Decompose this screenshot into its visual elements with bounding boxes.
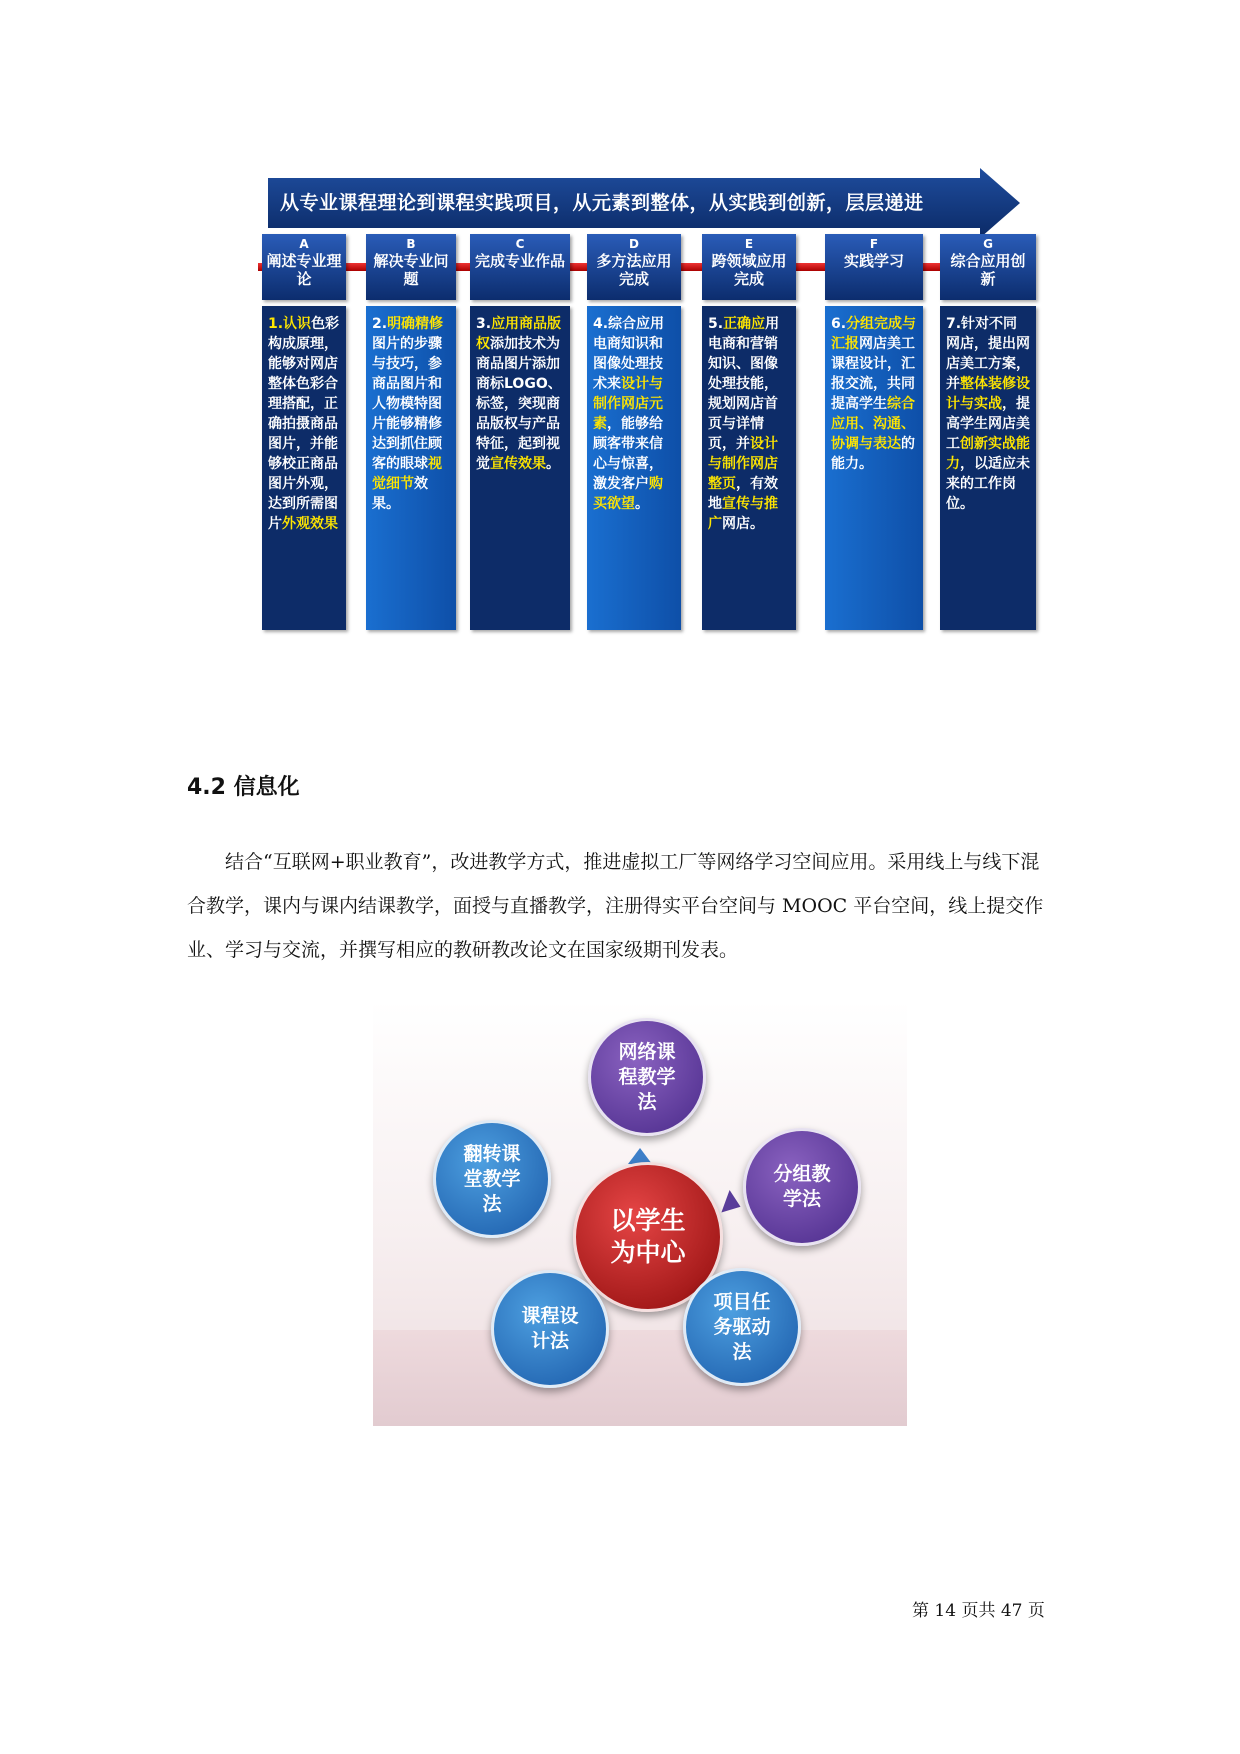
stage-floor — [373, 1330, 907, 1426]
column-header-d — [587, 234, 681, 300]
body-text: 5. — [708, 316, 724, 332]
flipped-class-circle — [433, 1120, 551, 1238]
highlight-text: 外观效果 — [282, 516, 338, 532]
body-text: 7.针对不同网店，提出网店美工方案，并 — [946, 316, 1030, 392]
highlight-text: 设计与制作网店元素 — [593, 376, 663, 432]
body-text: 4.综合应用电商知识和图像处理技术来 — [593, 316, 665, 392]
column-header-f — [825, 234, 923, 300]
body-paragraph — [187, 840, 1053, 972]
column-header-a — [262, 234, 346, 300]
highlight-text: 视觉细节 — [372, 456, 442, 492]
network-course-label: 网络课程教学法 — [618, 1040, 676, 1113]
highlight-text: 分组完成与汇报 — [831, 316, 917, 352]
body-text: 的能力。 — [831, 436, 915, 472]
student-centered-figure — [373, 1000, 907, 1426]
section-title: 4.2 信息化 — [187, 775, 300, 800]
flipped-class-label: 翻转课堂教学法 — [463, 1142, 521, 1215]
body-text: 效果。 — [372, 476, 428, 512]
body-text: 图片的步骤与技巧，参商品图片和人物模特图片能够精修达到抓住顾客的眼球 — [372, 336, 442, 472]
progression-arrow-text: 从专业课程理论到课程实践项目，从元素到整体，从实践到创新，层层递进 — [280, 192, 924, 214]
column-letter: A — [299, 237, 309, 251]
body-text: ，提高学生网店美工 — [946, 396, 1030, 452]
column-body-f — [825, 306, 923, 630]
course-path-figure — [258, 150, 1030, 630]
column-body-a — [262, 306, 346, 630]
column-title: 跨领域应用完成 — [711, 252, 787, 288]
network-course-circle — [588, 1018, 706, 1136]
center-circle-label: 以学生为中心 — [610, 1206, 686, 1267]
column-header-c — [470, 234, 570, 300]
column-title: 实践学习 — [843, 252, 904, 270]
column-body-g — [940, 306, 1036, 630]
body-text: 。 — [546, 456, 560, 472]
highlight-text: 设计与制作网店整页 — [708, 436, 778, 492]
column-header-b — [366, 234, 456, 300]
column-body-e — [702, 306, 796, 630]
paragraph-text: 结合“互联网+职业教育”，改进教学方式，推进虚拟工厂等网络学习空间应用。采用线上与线下混合教学，课内与课内结课教学，面授与直播教学，注册得实平台空间与 MOOC 平台空间，线上提交作业、学习与交流，并撰写相应的教研教改论文在国家级期刊发表。 — [187, 851, 1044, 961]
column-header-e — [702, 234, 796, 300]
column-header-g — [940, 234, 1036, 300]
body-text: 色彩构成原理，能够对网店整体色彩合理搭配，正确拍摄商品图片，并能够校正商品图片外观，达到所需图片 — [268, 316, 340, 532]
column-title: 多方法应用完成 — [596, 252, 672, 288]
column-title: 阐述专业理论 — [266, 252, 342, 288]
column-title: 综合应用创新 — [950, 252, 1026, 288]
highlight-text: 购买欲望 — [593, 476, 663, 512]
body-text: ，以适应未来的工作岗位。 — [946, 456, 1030, 512]
arrow-right-icon — [721, 1190, 744, 1218]
group-teaching-circle — [743, 1128, 861, 1246]
column-letter: F — [869, 237, 879, 251]
highlight-text: 1.认识 — [268, 316, 312, 332]
highlight-text: 明确精修 — [387, 316, 444, 332]
column-title: 解决专业问题 — [373, 252, 449, 288]
body-text: 6. — [831, 316, 847, 332]
page-number: 第 14 页共 47 页 — [912, 1601, 1045, 1621]
column-body-b — [366, 306, 456, 630]
body-text: 2. — [372, 316, 388, 332]
highlight-text: 应用商品版权 — [476, 316, 562, 352]
highlight-text: 宣传效果 — [490, 456, 546, 472]
column-title: 完成专业作品 — [474, 252, 565, 270]
highlight-text: 宣传与推广 — [708, 496, 778, 532]
column-body-d — [587, 306, 681, 630]
body-text: 添加技术为商品图片添加商标LOGO、标签，突现商品版权与产品特征，起到视觉 — [476, 336, 562, 472]
body-text: ，有效地 — [708, 476, 778, 512]
group-teaching-label: 分组教学法 — [773, 1163, 831, 1210]
highlight-text: 创新实战能力 — [946, 436, 1030, 472]
highlight-text: 正确应 — [723, 316, 766, 332]
body-text: 3. — [476, 316, 492, 332]
column-letter: C — [515, 237, 525, 251]
column-letter: B — [406, 237, 416, 251]
body-text: 用电商和营销知识、图像处理技能，规划网店首页与详情页，并 — [708, 316, 780, 452]
body-text: 。 — [635, 496, 649, 512]
project-task-label: 项目任务驱动法 — [713, 1290, 771, 1363]
column-letter: G — [983, 237, 993, 251]
course-design-label: 课程设计法 — [521, 1305, 579, 1352]
body-text: ，能够给顾客带来信心与惊喜，激发客户 — [593, 416, 663, 492]
column-body-c — [470, 306, 570, 630]
column-letter: D — [629, 237, 639, 251]
body-text: 网店美工课程设计，汇报交流，共同提高学生 — [831, 336, 915, 412]
highlight-text: 综合应用、沟通、协调与表达 — [831, 396, 915, 452]
highlight-text: 整体装修设计与实战 — [946, 376, 1030, 412]
column-letter: E — [744, 237, 754, 251]
project-task-circle — [683, 1268, 801, 1386]
course-design-circle — [491, 1270, 609, 1388]
body-text: 网店。 — [722, 516, 764, 532]
